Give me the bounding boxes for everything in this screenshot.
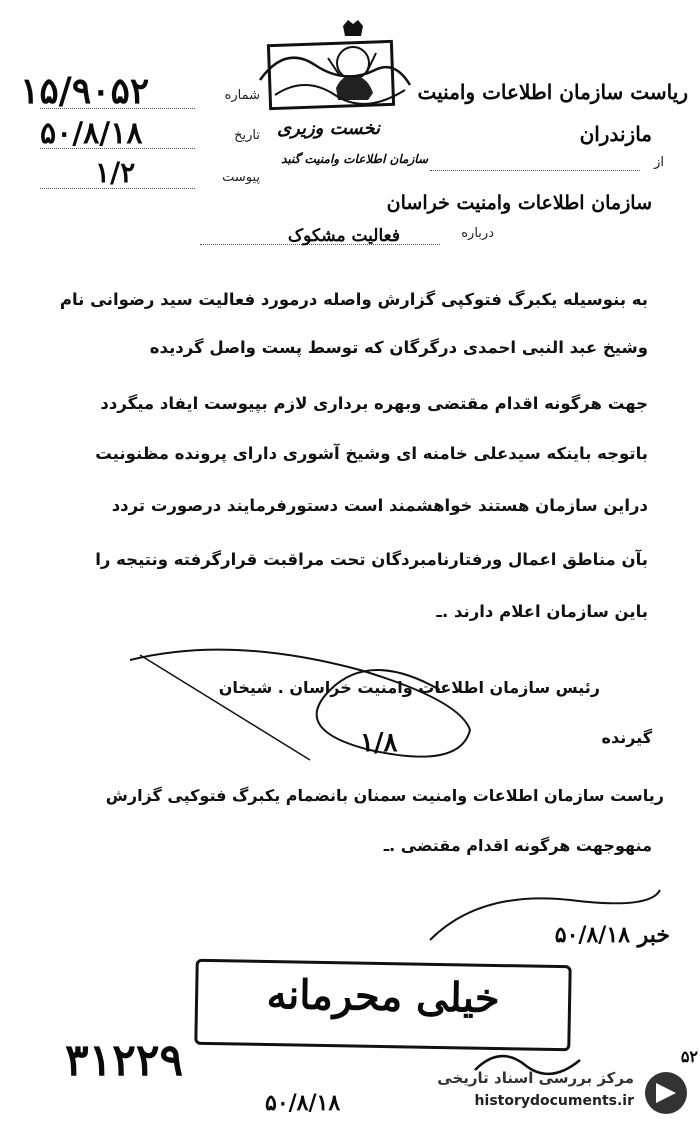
- recipients-line2: منهوجهت هرگونه اقدام مقتضی .ـ: [383, 836, 652, 855]
- from-value: سازمان اطلاعات وامنیت خراسان: [386, 192, 652, 214]
- from-label: از: [654, 155, 664, 170]
- urgency-handwriting: نخست وزیری: [276, 118, 380, 139]
- watermark-title: مرکز بررسی اسناد تاریخی: [437, 1069, 634, 1087]
- date-label: تاریخ: [234, 128, 260, 143]
- from-dotline: [430, 170, 640, 171]
- recipients-label: گیرنده: [601, 728, 652, 747]
- date-value: ۵۰/۸/۱۸: [40, 116, 143, 151]
- archive-number: ۳۱۲۲۹: [65, 1035, 184, 1086]
- number-label: شماره: [224, 88, 260, 103]
- corner-code: ۵۲: [680, 1047, 698, 1066]
- watermark-url: historydocuments.ir: [474, 1093, 634, 1109]
- recipients-line1: ریاست سازمان اطلاعات وامنیت سمنان بانضمام یکبرگ فتوکپی گزارش: [105, 786, 664, 805]
- note-handwriting: خبر ۵۰/۸/۱۸: [554, 922, 670, 948]
- attachment-value: ۱/۲: [95, 156, 136, 189]
- watermark: [394, 1047, 698, 1119]
- attachment-label: پیوست: [222, 170, 260, 185]
- bottom-handwriting: ۵۰/۸/۱۸: [265, 1090, 341, 1116]
- body-line-1: به بنوسیله یکبرگ فتوکپی گزارش واصله درمورد فعالیت سید رضوانی نام: [59, 290, 648, 309]
- number-value: ۱۵/۹۰۵۲: [20, 70, 150, 112]
- subject-value: فعالیت مشکوک: [287, 226, 400, 246]
- sender-handwriting: سازمان اطلاعات وامنیت گنبد: [281, 152, 428, 166]
- body-line-6: بآن مناطق اعمال ورفتارنامبردگان تحت مراقبت قرارگرفته ونتیجه را: [95, 550, 648, 569]
- addressee-line1: ریاست سازمان اطلاعات وامنیت: [417, 80, 688, 104]
- body-line-4: باتوجه باینکه سیدعلی خامنه ای وشیخ آشوری دارای پرونده مظنونیت: [95, 444, 648, 463]
- confidential-stamp: [194, 959, 571, 1052]
- body-line-7: باین سازمان اعلام دارند .ـ: [436, 602, 648, 621]
- addressee-line2: مازندران: [579, 122, 652, 146]
- watermark-logo-icon: [642, 1069, 690, 1117]
- body-line-2: وشیخ عبد النبی احمدی درگرگان که توسط پست واصل گردیده: [149, 338, 648, 357]
- signature-title: رئیس سازمان اطلاعات وامنیت خراسان . شیخان: [218, 678, 600, 697]
- signature-loop: [110, 630, 490, 780]
- body-line-5: دراین سازمان هستند خواهشمند است دستورفرمایند درصورت تردد: [111, 496, 648, 515]
- confidential-stamp-text: خیلی محرمانه: [266, 970, 500, 1023]
- signature-initial: ۱/۸: [360, 728, 398, 758]
- body-line-3: جهت هرگونه اقدام مقتضی وبهره برداری لازم بپیوست ایفاد میگردد: [100, 394, 648, 413]
- about-label: درباره: [461, 226, 494, 241]
